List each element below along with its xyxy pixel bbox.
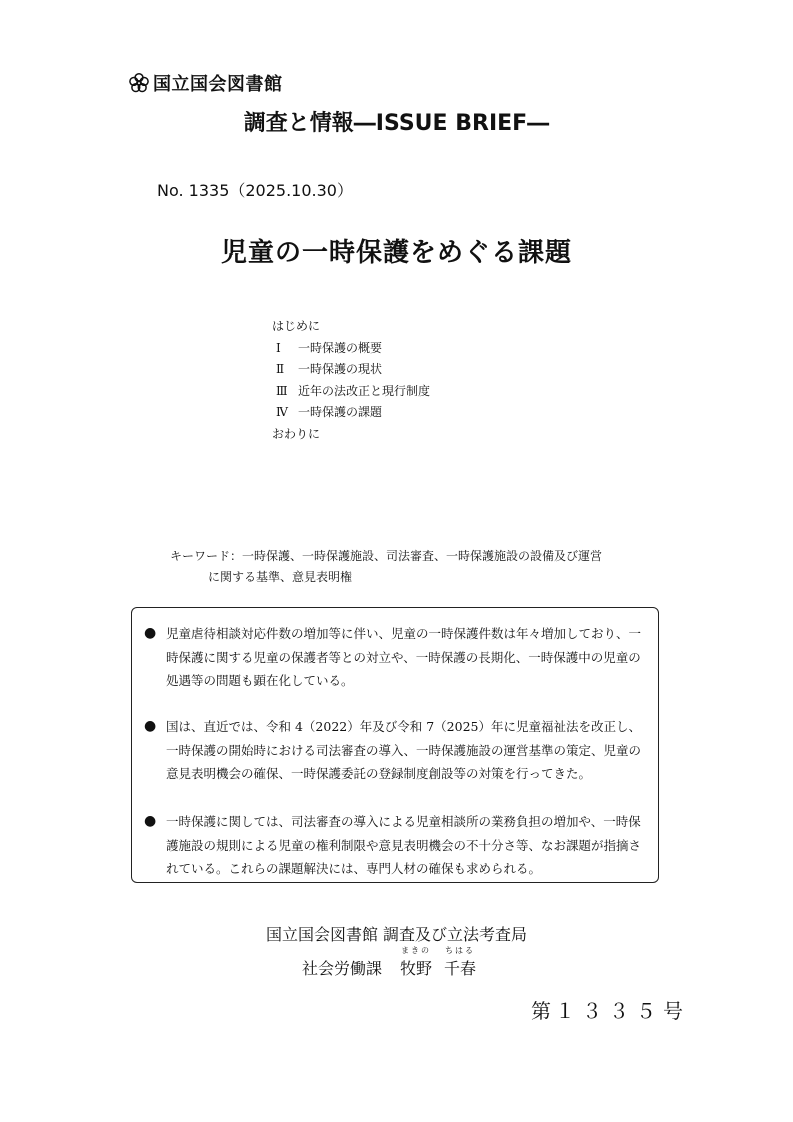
table-of-contents	[272, 316, 430, 445]
series-title: 調査と情報―ISSUE BRIEF―	[243, 111, 550, 136]
issue-number-digits: １３３５	[555, 999, 663, 1023]
ndl-flower-icon	[128, 72, 150, 94]
logo-text: 国立国会図書館	[153, 74, 283, 95]
bullet-icon: ●	[144, 625, 157, 641]
issue-number-prefix: 第	[531, 999, 551, 1023]
summary-point-text: 一時保護に関しては、司法審査の導入による児童相談所の業務負担の増加や、一時保護施設の規則による児童の権利制限や意見表明機会の不十分さ等、なお課題が指摘されている。これらの課題解決には、専門人材の確保も求められる。	[166, 814, 642, 877]
summary-point	[144, 715, 650, 786]
author-division: 社会労働課	[302, 959, 383, 978]
summary-box	[131, 607, 659, 883]
document-title: 児童の一時保護をめぐる課題	[220, 238, 572, 268]
toc-item: Ⅳ 一時保護の課題	[276, 405, 383, 419]
summary-point-text: 国は、直近では、令和 4（2022）年及び令和 7（2025）年に児童福祉法を改正し、一時保護の開始時における司法審査の導入、一時保護施設の運営基準の策定、児童の意見表明機会の確保、一時保護委託の登録制度創設等の対策を行ってきた。	[166, 719, 642, 782]
issue-number	[531, 995, 683, 1024]
issue-number-suffix: 号	[663, 999, 683, 1023]
toc-item: はじめに	[272, 319, 321, 333]
toc-item: おわりに	[272, 426, 321, 441]
summary-point-text: 児童虐待相談対応件数の増加等に伴い、児童の一時保護件数は年々増加しており、一時保護に関する児童の保護者等との対立や、一時保護の長期化、一時保護中の児童の処遇等の問題も顕在化している。	[166, 626, 642, 689]
issue-line: No. 1335（2025.10.30）	[157, 181, 353, 200]
bullet-icon: ●	[144, 718, 157, 734]
keywords-line: に関する基準、意見表明権	[208, 570, 353, 584]
family-name-ruby: まきの	[401, 946, 432, 955]
given-name: 千春	[444, 959, 477, 978]
author-given-name	[444, 946, 476, 979]
keywords-line: キーワード：一時保護、一時保護施設、司法審査、一時保護施設の設備及び運営	[170, 549, 603, 563]
toc-item: Ⅰ 一時保護の概要	[276, 340, 383, 355]
summary-point	[144, 810, 650, 881]
author-family-name	[400, 946, 432, 979]
family-name: 牧野	[400, 959, 433, 978]
summary-point	[144, 622, 650, 693]
toc-item: Ⅲ 近年の法改正と現行制度	[276, 383, 431, 398]
ndl-logo	[128, 70, 283, 96]
author-line	[302, 946, 476, 979]
bullet-icon: ●	[144, 813, 157, 829]
author-affiliation: 国立国会図書館 調査及び立法考査局	[265, 925, 528, 944]
given-name-ruby: ちはる	[445, 946, 476, 955]
keywords	[170, 546, 602, 588]
toc-item: Ⅱ 一時保護の現状	[276, 362, 383, 376]
